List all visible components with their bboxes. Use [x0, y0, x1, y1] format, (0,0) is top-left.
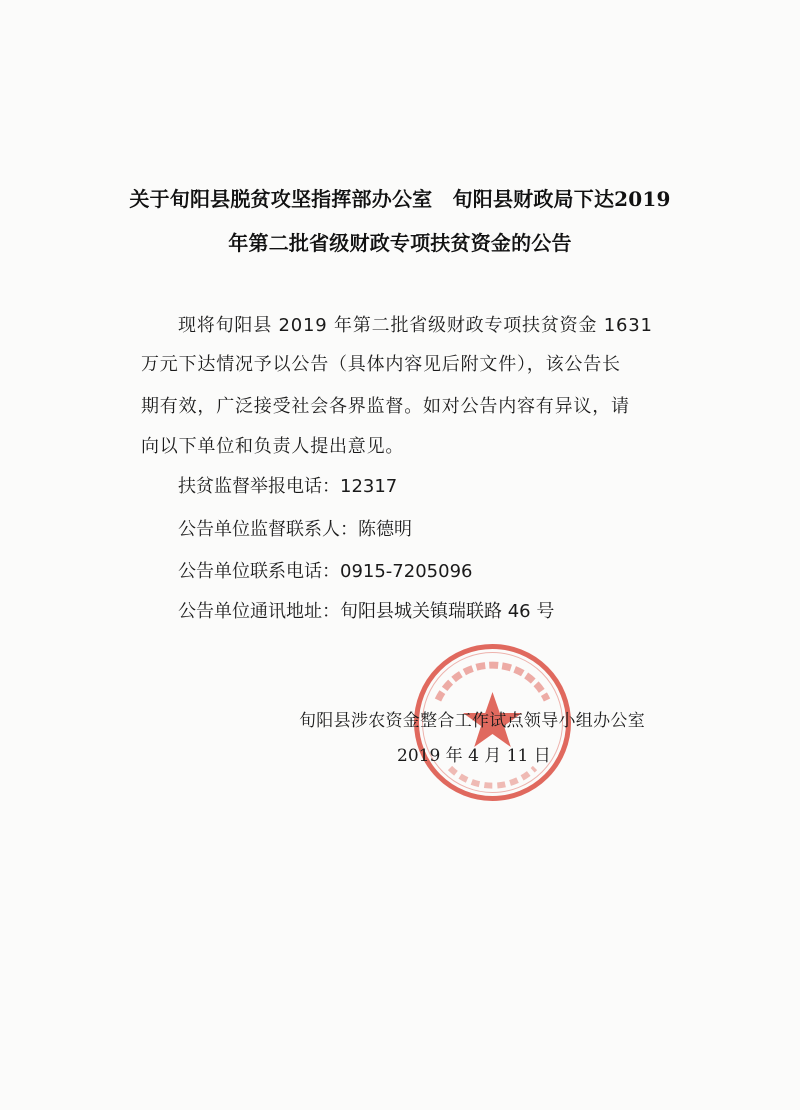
contact-hotline: 扶贫监督举报电话：12317 [178, 476, 398, 497]
body-line-1: 现将旬阳县 2019 年第二批省级财政专项扶贫资金 1631 [178, 315, 653, 336]
document-title-line-1: 关于旬阳县脱贫攻坚指挥部办公室 旬阳县财政局下达2019 [129, 187, 671, 211]
body-line-2: 万元下达情况予以公告（具体内容见后附文件），该公告长 [141, 354, 621, 375]
document-title-line-2: 年第二批省级财政专项扶贫资金的公告 [228, 231, 572, 255]
body-line-3: 期有效，广泛接受社会各界监督。如对公告内容有异议，请 [141, 396, 630, 417]
signature-date: 2019 年 4 月 11 日 [397, 746, 551, 766]
signature-organization: 旬阳县涉农资金整合工作试点领导小组办公室 [299, 711, 645, 731]
body-line-4: 向以下单位和负责人提出意见。 [141, 436, 405, 457]
contact-phone: 公告单位联系电话：0915-7205096 [178, 561, 473, 582]
contact-person: 公告单位监督联系人：陈德明 [178, 519, 412, 540]
contact-address: 公告单位通讯地址：旬阳县城关镇瑞联路 46 号 [178, 601, 555, 622]
